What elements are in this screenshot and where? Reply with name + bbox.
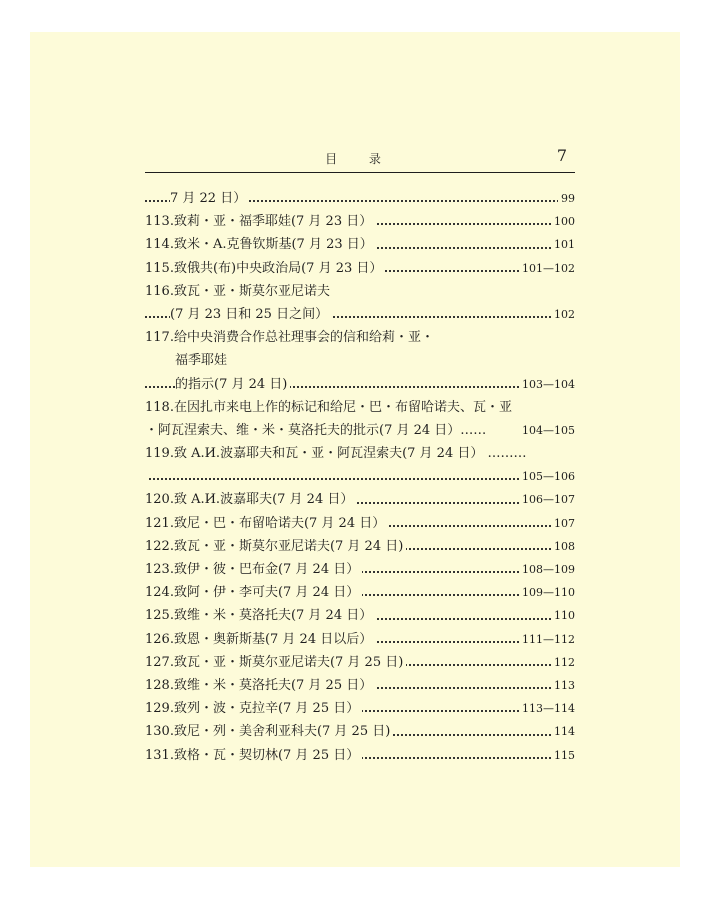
toc-entry-title: 124.致阿・伊・李可夫(7 月 24 日）	[145, 585, 362, 600]
toc-entry	[145, 280, 575, 303]
toc-entry	[145, 697, 575, 720]
toc-entry-title: 126.致恩・奥新斯基(7 月 24 日以后）	[145, 632, 375, 647]
toc-entry	[145, 303, 575, 326]
toc-entry-page: 108	[551, 535, 575, 558]
toc-entry-page: 114	[551, 720, 575, 743]
toc-entry	[145, 465, 575, 488]
toc-entry	[145, 349, 575, 372]
toc-entry-page: 106—107	[519, 488, 575, 511]
toc-entry-page: 101—102	[519, 257, 575, 280]
toc-entry-page: 113—114	[519, 697, 575, 720]
toc-entry-title: 7 月 22 日）	[170, 191, 249, 206]
header-page-number: 7	[556, 146, 567, 165]
toc-entry-title: 129.致列・波・克拉辛(7 月 25 日）	[145, 701, 362, 716]
toc-entry	[145, 419, 575, 442]
toc-entry-title: 127.致瓦・亚・斯莫尔亚尼诺夫(7 月 25 日)	[145, 655, 406, 670]
toc-entry	[145, 604, 575, 627]
toc-entry	[145, 257, 575, 280]
toc-entry	[145, 326, 575, 349]
toc-entry-page: 103—104	[519, 373, 575, 396]
toc-entry	[145, 396, 575, 419]
toc-entry-page: 109—110	[519, 581, 575, 604]
toc-entry-page: 107	[551, 512, 575, 535]
toc-entry-title: 119.致 A.И.波嘉耶夫和瓦・亚・阿瓦涅索夫(7 月 24 日） ………	[145, 446, 529, 461]
toc-entry-page: 102	[551, 303, 575, 326]
toc-entry	[145, 512, 575, 535]
toc-entry-title: (7 月 23 日和 25 日之间）	[170, 307, 331, 322]
toc-entry-title: ・阿瓦涅索夫、维・米・莫洛托夫的批示(7 月 24 日）……	[145, 423, 489, 438]
toc-entry-page: 99	[558, 187, 575, 210]
toc-entry-title: 130.致尼・列・美舍利亚科夫(7 月 25 日)	[145, 724, 393, 739]
dot-leader	[145, 478, 575, 480]
toc-entry	[145, 535, 575, 558]
toc-entry-page: 101	[551, 233, 575, 256]
toc-entry	[145, 651, 575, 674]
toc-entry-title: 131.致格・瓦・契切林(7 月 25 日）	[145, 748, 362, 763]
toc-entry-title: 118.在因扎市来电上作的标记和给尼・巴・布留哈诺夫、瓦・亚	[145, 400, 515, 415]
toc-entry-page: 113	[551, 674, 575, 697]
toc-entry	[145, 558, 575, 581]
toc-entry	[145, 744, 575, 767]
toc-entry	[145, 488, 575, 511]
toc-entry-title: 117.给中央消费合作总社理事会的信和给莉・亚・	[145, 330, 437, 345]
toc-entry-page: 100	[551, 210, 575, 233]
toc-entry-page: 104—105	[519, 419, 575, 442]
toc-entry-title: 122.致瓦・亚・斯莫尔亚尼诺夫(7 月 24 日)	[145, 539, 406, 554]
toc-entry-title	[145, 469, 148, 484]
toc-entry	[145, 210, 575, 233]
toc-entry-title: 121.致尼・巴・布留哈诺夫(7 月 24 日）	[145, 516, 388, 531]
header-rule	[145, 172, 575, 173]
toc-entry-page: 110	[551, 604, 575, 627]
toc-entry-title: 113.致莉・亚・福季耶娃(7 月 23 日）	[145, 214, 375, 229]
toc-entry-page: 112	[551, 651, 575, 674]
toc-entry	[145, 373, 575, 396]
toc-entry	[145, 628, 575, 651]
toc-entry	[145, 581, 575, 604]
toc-entry	[145, 233, 575, 256]
toc-entry-title: 的指示(7 月 24 日)	[175, 377, 290, 392]
toc-entry	[145, 187, 575, 210]
toc-entry-title: 114.致米・A.克鲁钦斯基(7 月 23 日）	[145, 237, 376, 252]
header-title: 目 录	[325, 152, 395, 166]
toc-entry-page: 105—106	[519, 465, 575, 488]
running-header	[145, 146, 575, 174]
toc-entry-page: 108—109	[519, 558, 575, 581]
toc-entry	[145, 720, 575, 743]
toc-entry	[145, 674, 575, 697]
toc-entry-page: 115	[551, 744, 575, 767]
toc-entry-title: 116.致瓦・亚・斯莫尔亚尼诺夫	[145, 284, 333, 299]
toc-entry-title: 120.致 A.И.波嘉耶夫(7 月 24 日）	[145, 492, 356, 507]
toc-entry-page: 111—112	[519, 628, 575, 651]
table-of-contents	[145, 187, 575, 767]
toc-entry-title: 123.致伊・彼・巴布金(7 月 24 日）	[145, 562, 362, 577]
toc-entry-title: 115.致俄共(布)中央政治局(7 月 23 日）	[145, 261, 385, 276]
toc-entry	[145, 442, 575, 465]
toc-entry-title: 128.致维・米・莫洛托夫(7 月 25 日）	[145, 678, 375, 693]
toc-entry-title: 福季耶娃	[175, 353, 230, 368]
toc-entry-title: 125.致维・米・莫洛托夫(7 月 24 日）	[145, 608, 375, 623]
